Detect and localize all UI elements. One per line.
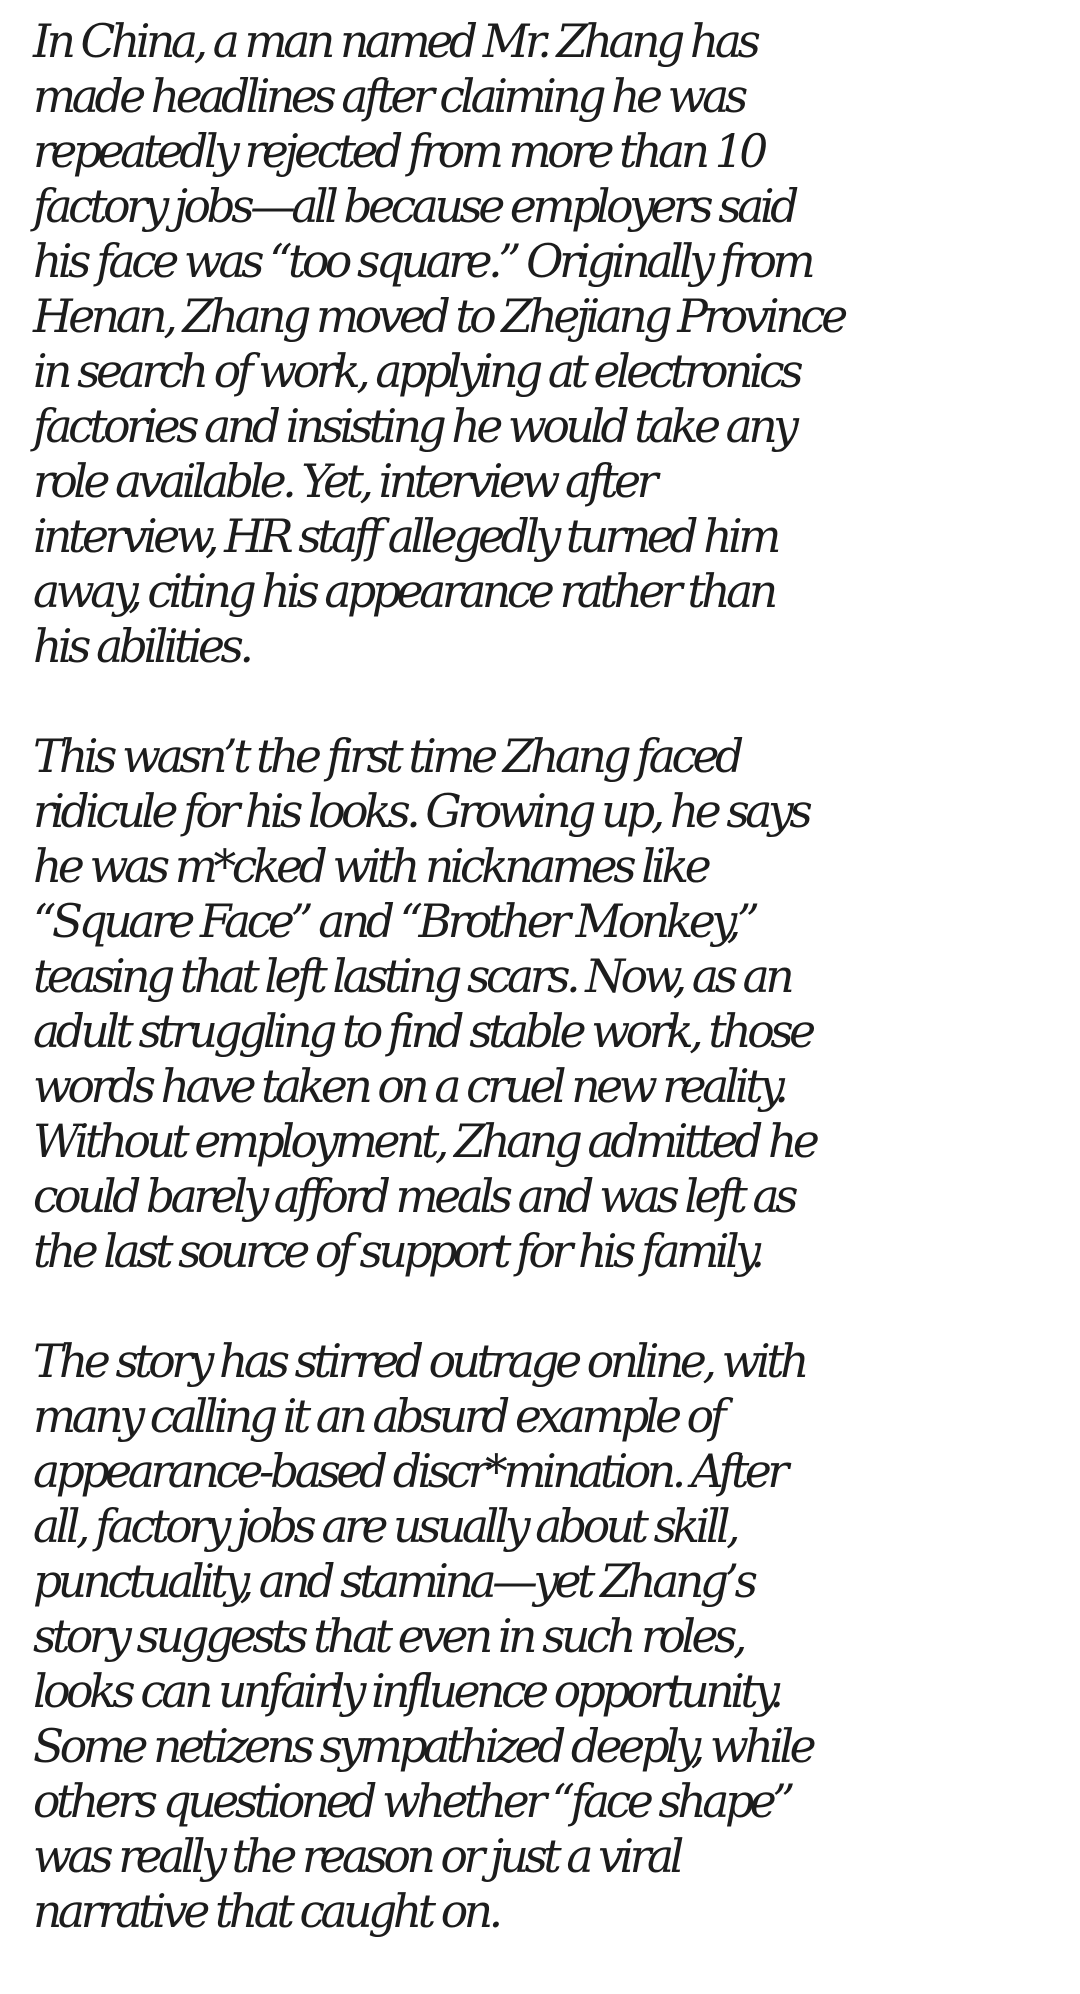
text-line: teasing that left lasting scars. Now, as an [33, 950, 791, 1003]
text-line: could barely afford meals and was left as [33, 1170, 795, 1223]
text-line: others questioned whether “face shape” [33, 1775, 792, 1828]
paragraph-1 [33, 14, 1073, 674]
text-line: Henan, Zhang moved to Zhejiang Province [33, 290, 844, 343]
text-line: narrative that caught on. [33, 1885, 499, 1938]
text-line: In China, a man named Mr. Zhang has [33, 15, 757, 68]
text-line: Some netizens sympathized deeply, while [33, 1720, 813, 1773]
text-line: looks can unfairly influence opportunity. [33, 1665, 780, 1718]
text-line: his face was “too square.” Originally from [33, 235, 812, 288]
text-line: all, factory jobs are usually about skill, [33, 1500, 737, 1553]
text-line: punctuality, and stamina—yet Zhang’s [33, 1555, 754, 1608]
text-line: factory jobs—all because employers said [33, 180, 795, 233]
text-line: away, citing his appearance rather than [33, 565, 774, 618]
text-line: factories and insisting he would take any [33, 400, 795, 453]
text-line: was really the reason or just a viral [33, 1830, 680, 1883]
text-line: Without employment, Zhang admitted he [33, 1115, 816, 1168]
text-line: story suggests that even in such roles, [33, 1610, 744, 1663]
text-line: his abilities. [33, 620, 250, 673]
text-line: he was m*cked with nicknames like [33, 840, 708, 893]
text-line: made headlines after claiming he was [33, 70, 744, 123]
text-line: The story has stirred outrage online, with [33, 1335, 806, 1388]
text-line: many calling it an absurd example of [33, 1390, 723, 1443]
text-line: “Square Face” and “Brother Monkey,” [33, 895, 756, 948]
text-line: repeatedly rejected from more than 10 [33, 125, 764, 178]
text-line: the last source of support for his family. [33, 1225, 761, 1278]
text-line: role available. Yet, interview after [33, 455, 654, 508]
text-line: interview, HR staff allegedly turned him [33, 510, 777, 563]
text-line: This wasn’t the first time Zhang faced [33, 730, 740, 783]
paragraph-3 [33, 1334, 1073, 1939]
article-body [33, 14, 1073, 1994]
text-line: adult struggling to find stable work, those [33, 1005, 812, 1058]
text-line: ridicule for his looks. Growing up, he says [33, 785, 809, 838]
text-line: words have taken on a cruel new reality. [33, 1060, 785, 1113]
text-line: appearance-based discr*mination. After [33, 1445, 785, 1498]
text-line: in search of work, applying at electronics [33, 345, 800, 398]
paragraph-2 [33, 729, 1073, 1279]
